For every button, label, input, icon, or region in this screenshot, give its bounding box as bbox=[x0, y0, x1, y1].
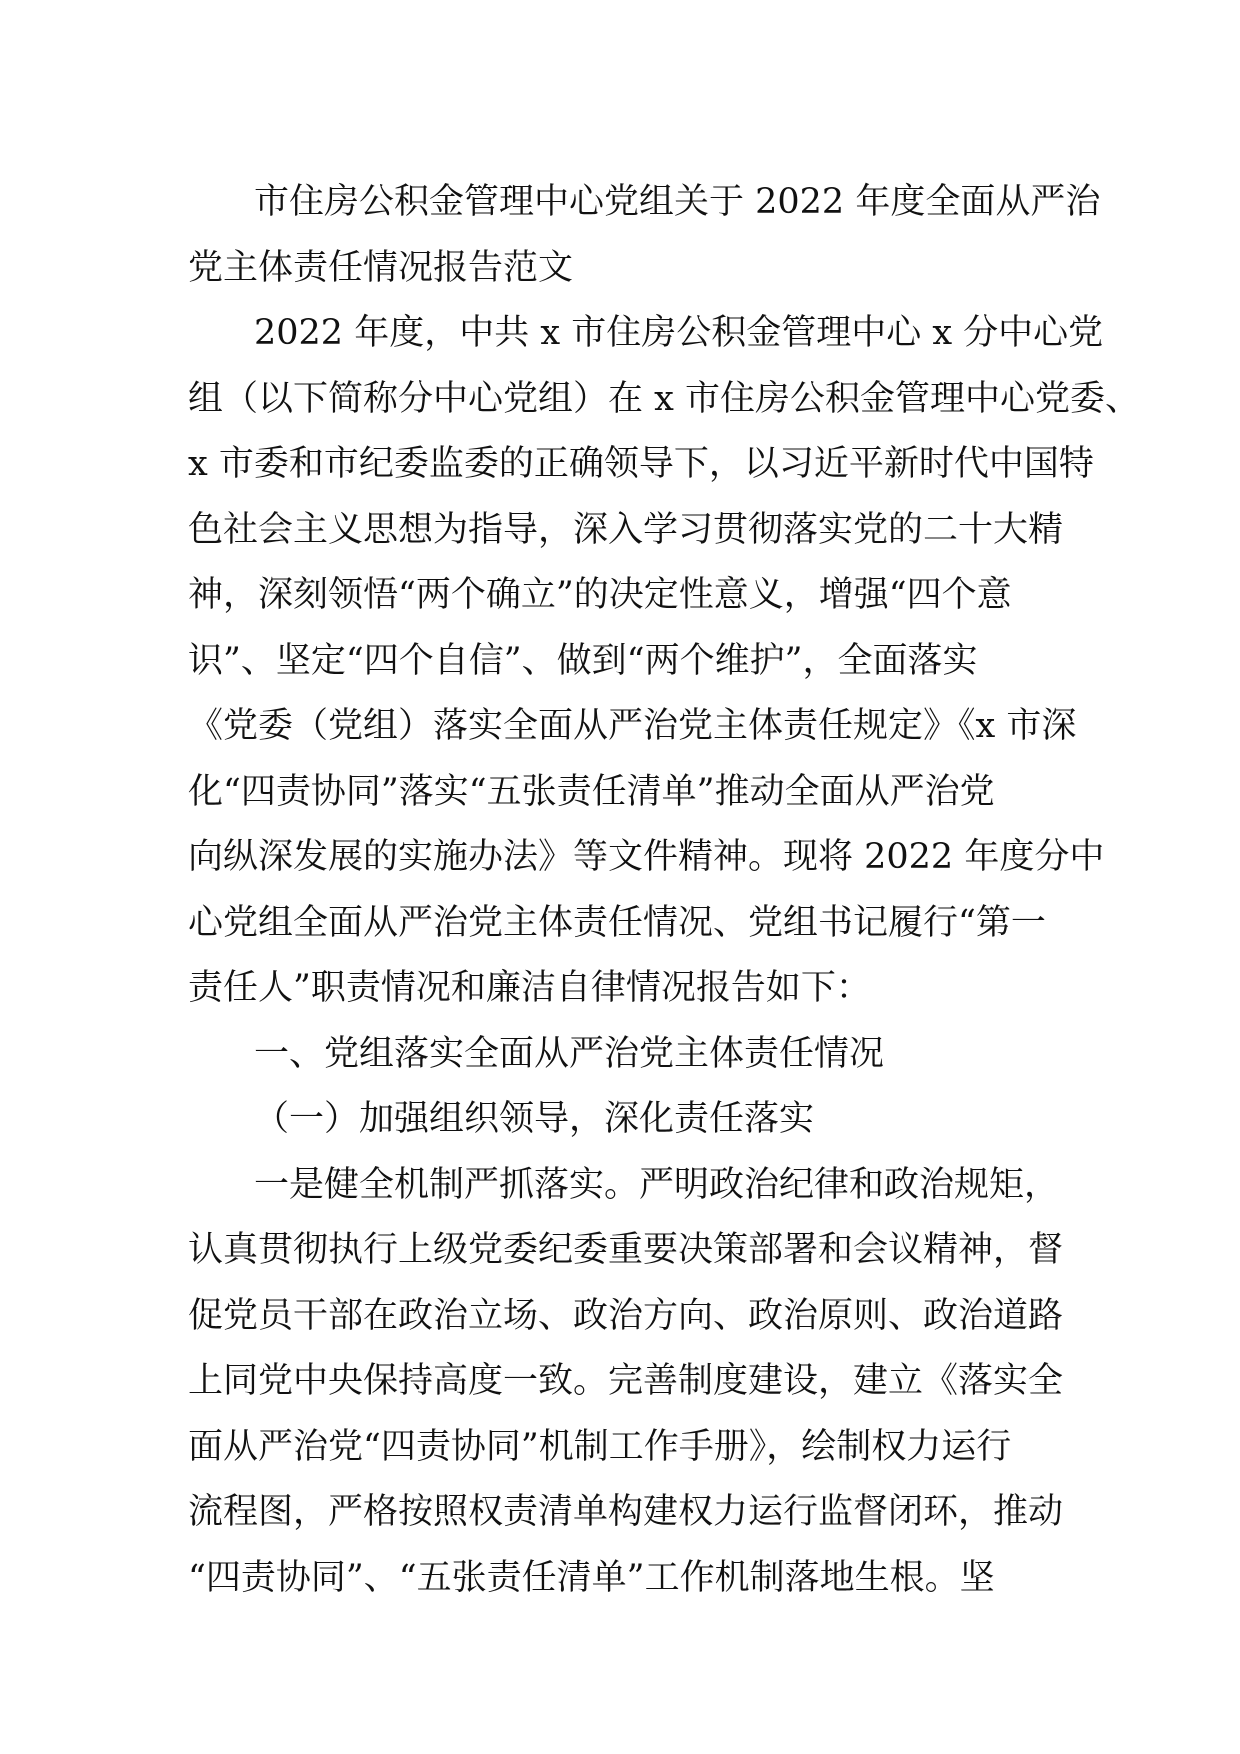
intro-line: 心党组全面从严治党主体责任情况、党组书记履行“第一 bbox=[188, 902, 1046, 943]
intro-line: 责任人”职责情况和廉洁自律情况报告如下： bbox=[188, 968, 871, 1008]
document-body bbox=[188, 170, 1140, 1611]
document-title-line-2: 党主体责任情况报告范文 bbox=[188, 247, 574, 288]
body-line: 流程图，严格按照权责清单构建权力运行监督闭环，推动 bbox=[188, 1492, 1064, 1532]
section-heading: 一、党组落实全面从严治党主体责任情况 bbox=[254, 1033, 885, 1074]
body-line: 促党员干部在政治立场、政治方向、政治原则、政治道路 bbox=[188, 1295, 1064, 1336]
document-title-line-1: 市住房公积金管理中心党组关于 2022 年度全面从严治 bbox=[254, 182, 1101, 222]
intro-line: 色社会主义思想为指导，深入学习贯彻落实党的二十大精 bbox=[188, 509, 1064, 550]
body-line: 认真贯彻执行上级党委纪委重要决策部署和会议精神，督 bbox=[188, 1230, 1064, 1270]
intro-line: 向纵深发展的实施办法》等文件精神。现将 2022 年度分中 bbox=[188, 837, 1105, 877]
body-line: “四责协同”、“五张责任清单”工作机制落地生根。坚 bbox=[188, 1557, 995, 1598]
intro-line: 组（以下简称分中心党组）在 x 市住房公积金管理中心党委、 bbox=[188, 378, 1140, 419]
body-line: 上同党中央保持高度一致。完善制度建设，建立《落实全 bbox=[188, 1361, 1064, 1401]
intro-line: 2022 年度，中共 x 市住房公积金管理中心 x 分中心党 bbox=[254, 313, 1104, 353]
intro-line: 识”、坚定“四个自信”、做到“两个维护”，全面落实 bbox=[188, 640, 978, 681]
intro-line: 神，深刻领悟“两个确立”的决定性意义，增强“四个意 bbox=[188, 575, 1012, 615]
intro-line: x 市委和市纪委监委的正确领导下，以习近平新时代中国特 bbox=[188, 444, 1094, 484]
subsection-heading: （一）加强组织领导，深化责任落实 bbox=[254, 1099, 815, 1139]
body-line: 面从严治党“四责协同”机制工作手册》，绘制权力运行 bbox=[188, 1426, 1012, 1467]
intro-line: 《党委（党组）落实全面从严治党主体责任规定》《x 市深 bbox=[188, 706, 1077, 746]
body-line: 一是健全机制严抓落实。严明政治纪律和政治规矩， bbox=[254, 1164, 1060, 1205]
intro-line: 化“四责协同”落实“五张责任清单”推动全面从严治党 bbox=[188, 771, 995, 812]
